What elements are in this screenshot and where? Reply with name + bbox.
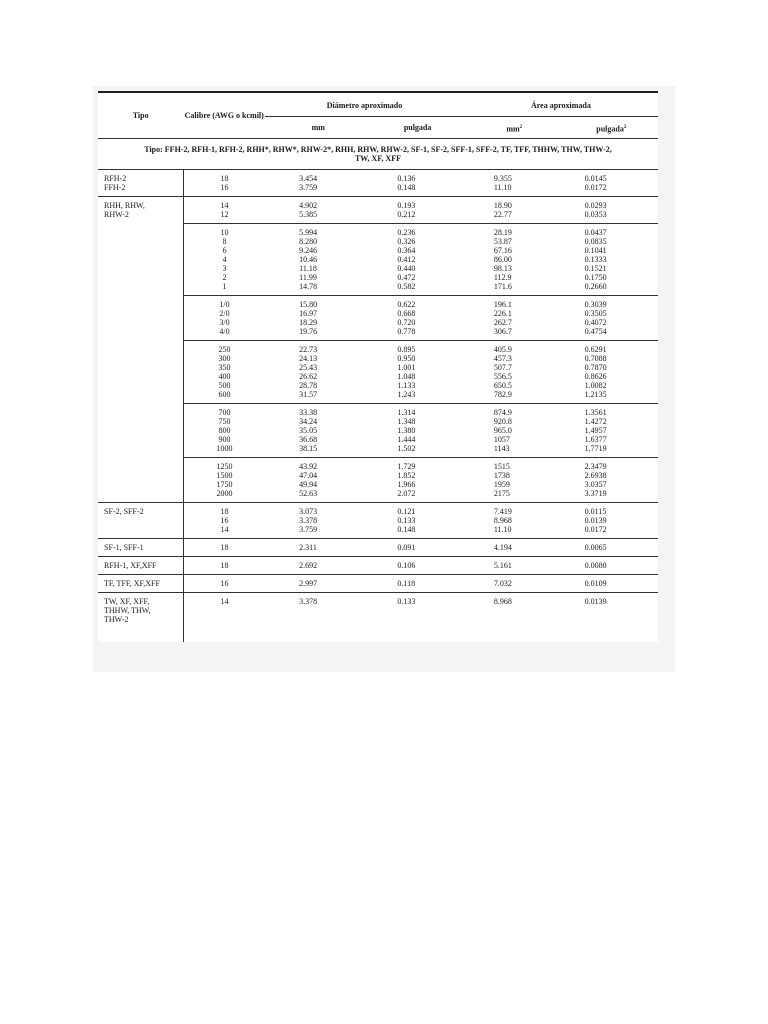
- pul-value: 0.236: [397, 227, 416, 237]
- mm2-value: 306.7: [493, 326, 512, 336]
- pul2-cell: [565, 574, 658, 592]
- mm2-cell: [464, 592, 565, 642]
- mm-value: 2.997: [299, 578, 318, 588]
- header-pulgada2: pulgada$^2$: [565, 117, 658, 139]
- mm-value: 11.18: [299, 263, 317, 273]
- pul-value: 1.133: [397, 380, 416, 390]
- pul2-value: 0.6291: [584, 344, 607, 354]
- pul-value: 0.121: [397, 506, 416, 516]
- mm-value: 35.05: [299, 425, 318, 435]
- cal-value: 2: [222, 272, 227, 282]
- cal-value: 3/0: [219, 317, 230, 327]
- cal-cell: [183, 556, 265, 574]
- cal-value: 4/0: [219, 326, 230, 336]
- mm2-value: 7.032: [493, 578, 512, 588]
- pul2-value: 0.0139: [584, 596, 607, 606]
- mm-value: 49.94: [299, 479, 318, 489]
- mm2-cell: [464, 196, 565, 223]
- mm2-cell: [464, 403, 565, 457]
- cal-value: 1750: [216, 479, 233, 489]
- mm-value: 3.073: [299, 506, 318, 516]
- mm-cell: [265, 556, 371, 574]
- pul2-value: 0.0293: [584, 200, 607, 210]
- mm2-value: 1057: [493, 434, 510, 444]
- mm-value: 28.78: [299, 380, 318, 390]
- table-row: [98, 502, 658, 538]
- cal-value: 14: [220, 200, 229, 210]
- pul-value: 0.778: [397, 326, 416, 336]
- pul2-value: 0.1521: [584, 263, 607, 273]
- cal-value: 6: [222, 245, 227, 255]
- pul2-value: 0.0145: [584, 173, 607, 183]
- cal-value: 900: [218, 434, 231, 444]
- mm2-value: 1959: [493, 479, 510, 489]
- pul2-value: 1.2135: [584, 389, 607, 399]
- pul2-value: 2.3479: [584, 461, 607, 471]
- mm-value: 26.62: [299, 371, 318, 381]
- cal-value: 16: [220, 515, 229, 525]
- header-pulgada: pulgada: [371, 117, 463, 139]
- conductor-table-container: [98, 91, 658, 642]
- pul2-value: 0.0109: [584, 578, 607, 588]
- cal-value: 800: [218, 425, 231, 435]
- mm2-value: 262.7: [493, 317, 512, 327]
- pul-cell: [371, 574, 463, 592]
- cal-value: 400: [218, 371, 231, 381]
- cal-value: 750: [218, 416, 231, 426]
- table-row: [98, 556, 658, 574]
- pul2-value: 0.7088: [584, 353, 607, 363]
- header-mm2-label: mm: [506, 124, 520, 134]
- mm-cell: [265, 592, 371, 642]
- mm-cell: [265, 574, 371, 592]
- header-diametro: [265, 93, 464, 117]
- mm-value: 25.43: [299, 362, 318, 372]
- tipo-cell: RHH, RHW, RHW-2: [98, 196, 183, 502]
- mm2-value: 782.9: [493, 389, 512, 399]
- pul2-value: 0.0835: [584, 236, 607, 246]
- pul2-value: 0.0065: [584, 542, 607, 552]
- pul2-cell: [565, 556, 658, 574]
- mm2-value: 874.9: [493, 407, 512, 417]
- cal-value: 1000: [216, 443, 233, 453]
- pul2-value: 1.7719: [584, 443, 607, 453]
- pul2-cell: [565, 592, 658, 642]
- pul-value: 0.364: [397, 245, 416, 255]
- pul-value: 1.502: [397, 443, 416, 453]
- table-row: [98, 538, 658, 556]
- pul-value: 0.118: [397, 578, 416, 588]
- mm2-value: 11.10: [493, 524, 512, 534]
- tipo-cell: RFH-2 FFH-2: [98, 169, 183, 196]
- mm2-cell: [464, 556, 565, 574]
- pul-cell: [371, 169, 463, 196]
- mm-value: 38.15: [299, 443, 318, 453]
- pul-value: 0.895: [397, 344, 416, 354]
- pul2-value: 0.0172: [584, 182, 607, 192]
- header-pulgada2-label: pulgada: [596, 124, 624, 134]
- pul-cell: [371, 403, 463, 457]
- header-mm2: $mm^2$: [464, 117, 565, 139]
- pul-cell: [371, 295, 463, 340]
- cal-value: 2/0: [219, 308, 230, 318]
- cal-value: 300: [218, 353, 231, 363]
- pul2-cell: [565, 196, 658, 223]
- mm2-cell: [464, 295, 565, 340]
- mm-value: 9.246: [299, 245, 318, 255]
- pul-value: 1.729: [397, 461, 416, 471]
- mm-value: 2.692: [299, 560, 318, 570]
- pul2-value: 0.3505: [584, 308, 607, 318]
- pul-value: 0.133: [397, 515, 416, 525]
- mm2-value: 507.7: [493, 362, 512, 372]
- header-area-label: Área aproximada: [530, 101, 591, 110]
- pul2-value: 0.1041: [584, 245, 607, 255]
- mm2-value: 965.0: [493, 425, 512, 435]
- mm-value: 5.385: [299, 209, 318, 219]
- mm2-cell: [464, 169, 565, 196]
- pul-value: 0.106: [397, 560, 416, 570]
- mm-cell: [265, 502, 371, 538]
- document-page: [93, 86, 675, 672]
- mm2-value: 920.8: [493, 416, 512, 426]
- mm2-value: 226.1: [493, 308, 512, 318]
- cal-value: 14: [220, 524, 229, 534]
- cal-value: 1250: [216, 461, 233, 471]
- cal-value: 14: [220, 596, 229, 606]
- cal-value: 1500: [216, 470, 233, 480]
- mm-value: 14.78: [299, 281, 318, 291]
- cal-value: 16: [220, 182, 229, 192]
- cal-value: 3: [222, 263, 227, 273]
- mm2-value: 8.968: [493, 515, 512, 525]
- mm2-value: 1738: [493, 470, 510, 480]
- cal-value: 600: [218, 389, 231, 399]
- mm2-value: 8.968: [493, 596, 512, 606]
- pul2-value: 3.0357: [584, 479, 607, 489]
- mm2-value: 650.5: [493, 380, 512, 390]
- pul2-value: 0.4072: [584, 317, 607, 327]
- pul-value: 0.212: [397, 209, 416, 219]
- pul2-value: 1.0082: [584, 380, 607, 390]
- mm2-value: 11.10: [493, 182, 512, 192]
- cal-value: 250: [218, 344, 231, 354]
- pul2-cell: [565, 403, 658, 457]
- pul2-value: 0.0353: [584, 209, 607, 219]
- header-diametro-label: Diámetro aproximado: [326, 101, 403, 110]
- mm2-value: 457.3: [493, 353, 512, 363]
- cal-value: 1: [222, 281, 227, 291]
- mm-value: 11.99: [299, 272, 317, 282]
- pul2-cell: [565, 457, 658, 502]
- tipo-cell: TW, XF, XFF, THHW, THW, THW-2: [98, 592, 183, 642]
- mm-value: 43.92: [299, 461, 318, 471]
- table-row: [98, 196, 658, 223]
- header-calibre: Calibre (AWG o kcmil): [183, 93, 265, 138]
- pul-value: 0.193: [397, 200, 416, 210]
- mm-cell: [265, 538, 371, 556]
- mm-cell: [265, 403, 371, 457]
- cal-cell: [183, 340, 265, 403]
- mm2-value: 67.16: [493, 245, 512, 255]
- mm2-value: 5.161: [493, 560, 512, 570]
- mm2-value: 4.194: [493, 542, 512, 552]
- mm2-value: 28.19: [493, 227, 512, 237]
- cal-value: 700: [218, 407, 231, 417]
- mm-value: 18.29: [299, 317, 318, 327]
- mm2-value: 18.90: [493, 200, 512, 210]
- pul2-value: 0.4754: [584, 326, 607, 336]
- conductor-dimensions-table: [98, 91, 658, 642]
- pul2-value: 0.1333: [584, 254, 607, 264]
- cal-cell: [183, 403, 265, 457]
- mm2-value: 2175: [493, 488, 510, 498]
- pul-cell: [371, 196, 463, 223]
- cal-value: 8: [222, 236, 227, 246]
- pul-value: 1.380: [397, 425, 416, 435]
- cal-cell: [183, 196, 265, 223]
- cal-value: 18: [220, 542, 229, 552]
- pul2-cell: [565, 295, 658, 340]
- pul2-value: 0.0139: [584, 515, 607, 525]
- mm2-value: 1515: [493, 461, 510, 471]
- pul2-value: 0.0437: [584, 227, 607, 237]
- mm-value: 22.73: [299, 344, 318, 354]
- pul2-value: 0.3039: [584, 299, 607, 309]
- pul2-value: 1.4957: [584, 425, 607, 435]
- pul-value: 1.444: [397, 434, 416, 444]
- mm2-cell: [464, 223, 565, 295]
- pul-value: 1.001: [397, 362, 416, 372]
- mm2-value: 53.87: [493, 236, 512, 246]
- pul2-cell: [565, 223, 658, 295]
- pul-value: 0.326: [397, 236, 416, 246]
- mm2-cell: [464, 538, 565, 556]
- pul-value: 0.148: [397, 182, 416, 192]
- mm2-value: 7.419: [493, 506, 512, 516]
- pul-value: 2.072: [397, 488, 416, 498]
- pul-value: 1.852: [397, 470, 416, 480]
- cal-cell: [183, 457, 265, 502]
- mm-value: 31.57: [299, 389, 318, 399]
- cal-cell: [183, 574, 265, 592]
- mm-cell: [265, 340, 371, 403]
- pul-cell: [371, 223, 463, 295]
- pul2-value: 1.4272: [584, 416, 607, 426]
- pul-value: 0.091: [397, 542, 416, 552]
- mm2-value: 9.355: [493, 173, 512, 183]
- header-area: [464, 93, 658, 117]
- mm2-value: 98.13: [493, 263, 512, 273]
- pul-value: 0.472: [397, 272, 416, 282]
- table-body: [98, 169, 658, 642]
- cal-value: 1/0: [219, 299, 230, 309]
- pul-value: 0.582: [397, 281, 416, 291]
- pul2-value: 0.7870: [584, 362, 607, 372]
- cal-cell: [183, 223, 265, 295]
- mm2-value: 556.5: [493, 371, 512, 381]
- pul2-value: 1.3561: [584, 407, 607, 417]
- mm2-cell: [464, 340, 565, 403]
- table-row: [98, 169, 658, 196]
- mm-cell: [265, 295, 371, 340]
- cal-value: 18: [220, 560, 229, 570]
- mm2-value: 405.9: [493, 344, 512, 354]
- table-row: [98, 592, 658, 642]
- pul2-value: 2.6938: [584, 470, 607, 480]
- mm2-value: 1143: [493, 443, 510, 453]
- mm-value: 47.04: [299, 470, 318, 480]
- pul-value: 0.720: [397, 317, 416, 327]
- pul-value: 0.133: [397, 596, 416, 606]
- pul2-cell: [565, 538, 658, 556]
- cal-cell: [183, 169, 265, 196]
- pul-value: 0.622: [397, 299, 416, 309]
- cal-cell: [183, 502, 265, 538]
- mm-value: 34.24: [299, 416, 318, 426]
- pul-value: 0.136: [397, 173, 416, 183]
- mm2-value: 86.00: [493, 254, 512, 264]
- tipo-cell: RFH-1, XF,XFF: [98, 556, 183, 574]
- mm2-cell: [464, 574, 565, 592]
- pul-cell: [371, 538, 463, 556]
- pul-value: 0.412: [397, 254, 416, 264]
- mm-value: 36.68: [299, 434, 318, 444]
- mm-value: 10.46: [299, 254, 318, 264]
- cal-cell: [183, 592, 265, 642]
- cal-cell: [183, 295, 265, 340]
- cal-value: 350: [218, 362, 231, 372]
- cal-value: 10: [220, 227, 229, 237]
- pul-cell: [371, 457, 463, 502]
- mm-value: 2.311: [299, 542, 317, 552]
- header-tipo: Tipo: [98, 93, 183, 138]
- pul-cell: [371, 502, 463, 538]
- pul2-value: 0.0115: [584, 506, 607, 516]
- mm-value: 3.378: [299, 515, 318, 525]
- mm-value: 8.280: [299, 236, 318, 246]
- pul2-value: 3.3719: [584, 488, 607, 498]
- pul2-value: 0.2660: [584, 281, 607, 291]
- pul-value: 1.048: [397, 371, 416, 381]
- pul-cell: [371, 592, 463, 642]
- pul2-value: 0.0172: [584, 524, 607, 534]
- mm-value: 3.454: [299, 173, 318, 183]
- mm-value: 3.378: [299, 596, 318, 606]
- mm-value: 19.76: [299, 326, 318, 336]
- mm2-cell: [464, 457, 565, 502]
- cal-value: 500: [218, 380, 231, 390]
- pul-value: 0.148: [397, 524, 416, 534]
- cal-value: 18: [220, 506, 229, 516]
- cal-value: 16: [220, 578, 229, 588]
- pul-value: 0.950: [397, 353, 416, 363]
- pul2-cell: [565, 340, 658, 403]
- mm-value: 33.38: [299, 407, 318, 417]
- mm-value: 52.63: [299, 488, 318, 498]
- mm2-value: 22.77: [493, 209, 512, 219]
- mm-value: 3.759: [299, 524, 318, 534]
- pul-value: 1.966: [397, 479, 416, 489]
- mm-value: 4.902: [299, 200, 318, 210]
- pul2-value: 0.1750: [584, 272, 607, 282]
- types-caption: Tipo: FFH-2, RFH-1, RFH-2, RHH*, RHW*, RHW-2*, RHH, RHW, RHW-2, SF-1, SF-2, SFF-1, SFF-2, TF, TFF, THHW, THW, THW-2, TW, XF, XFF: [98, 138, 658, 169]
- header-mm: mm: [265, 117, 371, 139]
- cal-value: 4: [222, 254, 227, 264]
- mm-cell: [265, 223, 371, 295]
- mm-cell: [265, 457, 371, 502]
- pul2-value: 0.0080: [584, 560, 607, 570]
- cal-value: 2000: [216, 488, 233, 498]
- pul-cell: [371, 340, 463, 403]
- mm-value: 16.97: [299, 308, 318, 318]
- mm-cell: [265, 169, 371, 196]
- mm-value: 15.80: [299, 299, 318, 309]
- pul-value: 0.440: [397, 263, 416, 273]
- tipo-cell: SF-2, SFF-2: [98, 502, 183, 538]
- pul2-value: 1.6377: [584, 434, 607, 444]
- mm-value: 24.13: [299, 353, 318, 363]
- mm-value: 5.994: [299, 227, 318, 237]
- mm2-value: 196.1: [493, 299, 512, 309]
- mm-cell: [265, 196, 371, 223]
- pul2-cell: [565, 169, 658, 196]
- mm2-cell: [464, 502, 565, 538]
- pul-cell: [371, 556, 463, 574]
- pul2-cell: [565, 502, 658, 538]
- tipo-cell: TF, TFF, XF,XFF: [98, 574, 183, 592]
- cal-value: 18: [220, 173, 229, 183]
- pul-value: 1.314: [397, 407, 416, 417]
- tipo-cell: SF-1, SFF-1: [98, 538, 183, 556]
- pul-value: 1.348: [397, 416, 416, 426]
- pul2-value: 0.8626: [584, 371, 607, 381]
- mm2-value: 171.6: [493, 281, 512, 291]
- pul-value: 0.668: [397, 308, 416, 318]
- cal-cell: [183, 538, 265, 556]
- pul-value: 1.243: [397, 389, 416, 399]
- cal-value: 12: [220, 209, 229, 219]
- table-row: [98, 574, 658, 592]
- mm-value: 3.759: [299, 182, 318, 192]
- mm2-value: 112.9: [493, 272, 512, 282]
